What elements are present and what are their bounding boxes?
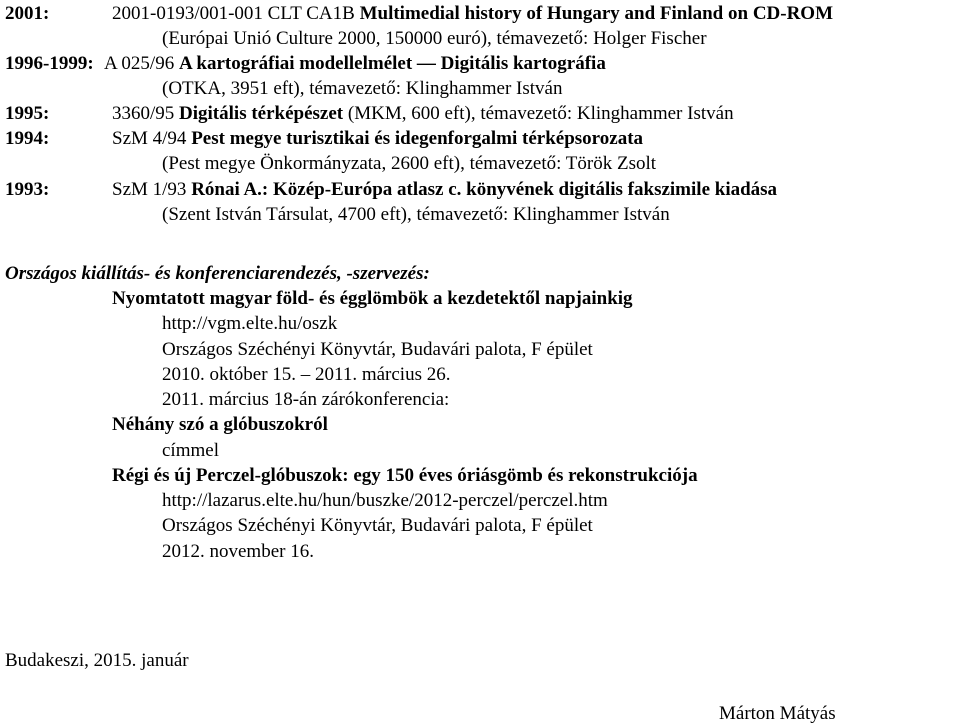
project-details: (OTKA, 3951 eft), témavezető: Klinghammer István xyxy=(162,78,563,99)
project-code: A 025/96 xyxy=(104,53,179,74)
project-title: Digitális térképészet xyxy=(179,103,344,124)
project-year: 1994: xyxy=(5,128,50,149)
project-year: 1993: xyxy=(5,179,50,200)
project-line xyxy=(112,129,643,148)
project-line xyxy=(112,180,777,199)
author-signature: Márton Mátyás xyxy=(719,703,836,724)
exhibition-dates: 2010. október 15. – 2011. március 26. xyxy=(162,364,451,385)
exhibition-title: Régi és új Perczel-glóbuszok: egy 150 éves óriásgömb és rekonstrukciója xyxy=(112,465,698,486)
project-details: (MKM, 600 eft), témavezető: Klinghammer István xyxy=(343,103,734,124)
project-code: SzM 4/94 xyxy=(112,128,192,149)
project-title: Rónai A.: Közép-Európa atlasz c. könyvének digitális fakszimile kiadása xyxy=(191,179,778,200)
project-line xyxy=(112,4,833,23)
project-year: 1996-1999: xyxy=(5,53,94,74)
conference-note: 2011. március 18-án zárókonferencia: xyxy=(162,389,450,410)
exhibition-venue: Országos Széchényi Könyvtár, Budavári palota, F épület xyxy=(162,339,593,360)
project-title: A kartográfiai modellelmélet — Digitális kartográfia xyxy=(178,53,606,74)
project-code: SzM 1/93 xyxy=(112,179,192,200)
project-code: 3360/95 xyxy=(112,103,180,124)
project-details: (Európai Unió Culture 2000, 150000 euró), témavezető: Holger Fischer xyxy=(162,28,707,49)
project-details: (Pest megye Önkormányzata, 2600 eft), témavezető: Török Zsolt xyxy=(162,153,657,174)
exhibition-link[interactable]: http://vgm.elte.hu/oszk xyxy=(162,313,338,334)
exhibition-link[interactable]: http://lazarus.elte.hu/hun/buszke/2012-perczel/perczel.htm xyxy=(162,490,608,511)
project-details: (Szent István Társulat, 4700 eft), témavezető: Klinghammer István xyxy=(162,204,670,225)
project-year: 1995: xyxy=(5,103,50,124)
project-title: Pest megye turisztikai és idegenforgalmi térképsorozata xyxy=(191,128,644,149)
project-title: Multimedial history of Hungary and Finland on CD-ROM xyxy=(359,3,834,24)
conference-talk-suffix: címmel xyxy=(162,440,219,461)
project-line xyxy=(112,104,734,123)
exhibition-date: 2012. november 16. xyxy=(162,541,314,562)
conference-talk-title: Néhány szó a glóbuszokról xyxy=(112,414,328,435)
project-code: 2001-0193/001-001 CLT CA1B xyxy=(112,3,360,24)
place-date: Budakeszi, 2015. január xyxy=(5,650,189,671)
exhibition-venue: Országos Széchényi Könyvtár, Budavári palota, F épület xyxy=(162,515,593,536)
exhibition-title: Nyomtatott magyar föld- és égglömbök a kezdetektől napjainkig xyxy=(112,288,633,309)
section-heading: Országos kiállítás- és konferenciarendezés, -szervezés: xyxy=(5,263,430,284)
project-line xyxy=(104,54,606,73)
project-year: 2001: xyxy=(5,3,50,24)
